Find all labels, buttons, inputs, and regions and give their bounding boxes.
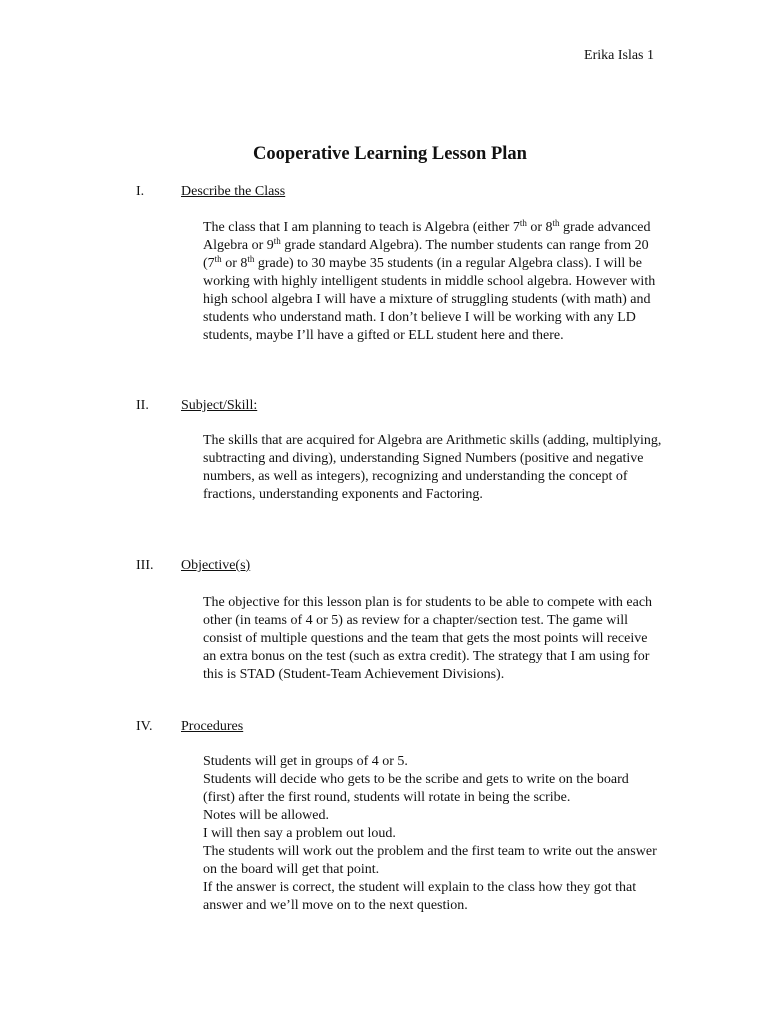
text-run: grade advanced Algebra or 9 bbox=[203, 220, 651, 253]
text-run: grade) to 30 maybe 35 students (in a regular Algebra class). I will be working with highly intelligent students in middle school algebra. However with high school algebra I will have a mixture of struggling students (with math) and students who understand math. I don’t believe I will be working with any LD students, maybe I’ll have a gifted or ELL student here and there. bbox=[203, 256, 656, 343]
class-description-paragraph bbox=[203, 219, 663, 345]
section-heading-skill bbox=[136, 397, 536, 415]
page-header: Erika Islas 1 bbox=[584, 48, 654, 63]
procedure-step: Students will get in groups of 4 or 5. bbox=[203, 754, 408, 769]
document-title: Cooperative Learning Lesson Plan bbox=[253, 144, 527, 164]
section-number: II. bbox=[136, 398, 149, 413]
text-run: grade standard Algebra). The number students can range from 20 (7 bbox=[203, 238, 649, 271]
skills-paragraph bbox=[203, 432, 663, 504]
section-label: Procedures bbox=[181, 719, 244, 734]
section-label: Describe the Class bbox=[181, 184, 286, 199]
text-run: or 8 bbox=[526, 220, 553, 235]
section-heading-class bbox=[136, 183, 536, 201]
procedure-step: Students will decide who gets to be the scribe and gets to write on the board (first) after the first round, students will rotate in being the scribe. bbox=[203, 772, 629, 805]
section-label: Objective(s) bbox=[181, 558, 251, 573]
superscript: th bbox=[273, 236, 281, 246]
section-number: IV. bbox=[136, 719, 153, 734]
text-run: The class that I am planning to teach is Algebra (either 7 bbox=[203, 220, 520, 235]
section-number: I. bbox=[136, 184, 145, 199]
skills-text: The skills that are acquired for Algebra are Arithmetic skills (adding, multiplying, subtracting and diving), understanding Signed Numbers (positive and negative numbers, as well as integers), recognizing and understanding the concept of fractions, understanding exponents and Factoring. bbox=[203, 433, 662, 502]
procedures-list bbox=[203, 753, 663, 915]
section-number: III. bbox=[136, 558, 154, 573]
superscript: th bbox=[519, 218, 527, 228]
procedure-step: I will then say a problem out loud. bbox=[203, 826, 396, 841]
section-heading-procedures bbox=[136, 718, 536, 736]
procedure-step: Notes will be allowed. bbox=[203, 808, 329, 823]
superscript: th bbox=[214, 254, 222, 264]
objective-paragraph bbox=[203, 594, 663, 684]
section-heading-objectives bbox=[136, 557, 536, 575]
procedure-step: The students will work out the problem and the first team to write out the answer on the board will get that point. bbox=[203, 844, 657, 877]
superscript: th bbox=[247, 254, 255, 264]
superscript: th bbox=[552, 218, 560, 228]
text-run: or 8 bbox=[221, 256, 248, 271]
section-label: Subject/Skill: bbox=[181, 398, 258, 413]
procedure-step: If the answer is correct, the student will explain to the class how they got that answer and we’ll move on to the next question. bbox=[203, 880, 637, 913]
objective-text: The objective for this lesson plan is for students to be able to compete with each other (in teams of 4 or 5) as review for a chapter/section test. The game will consist of multiple questions and the team that gets the most points will receive an extra bonus on the test (such as extra credit). The strategy that I am using for this is STAD (Student-Team Achievement Divisions). bbox=[203, 595, 653, 682]
